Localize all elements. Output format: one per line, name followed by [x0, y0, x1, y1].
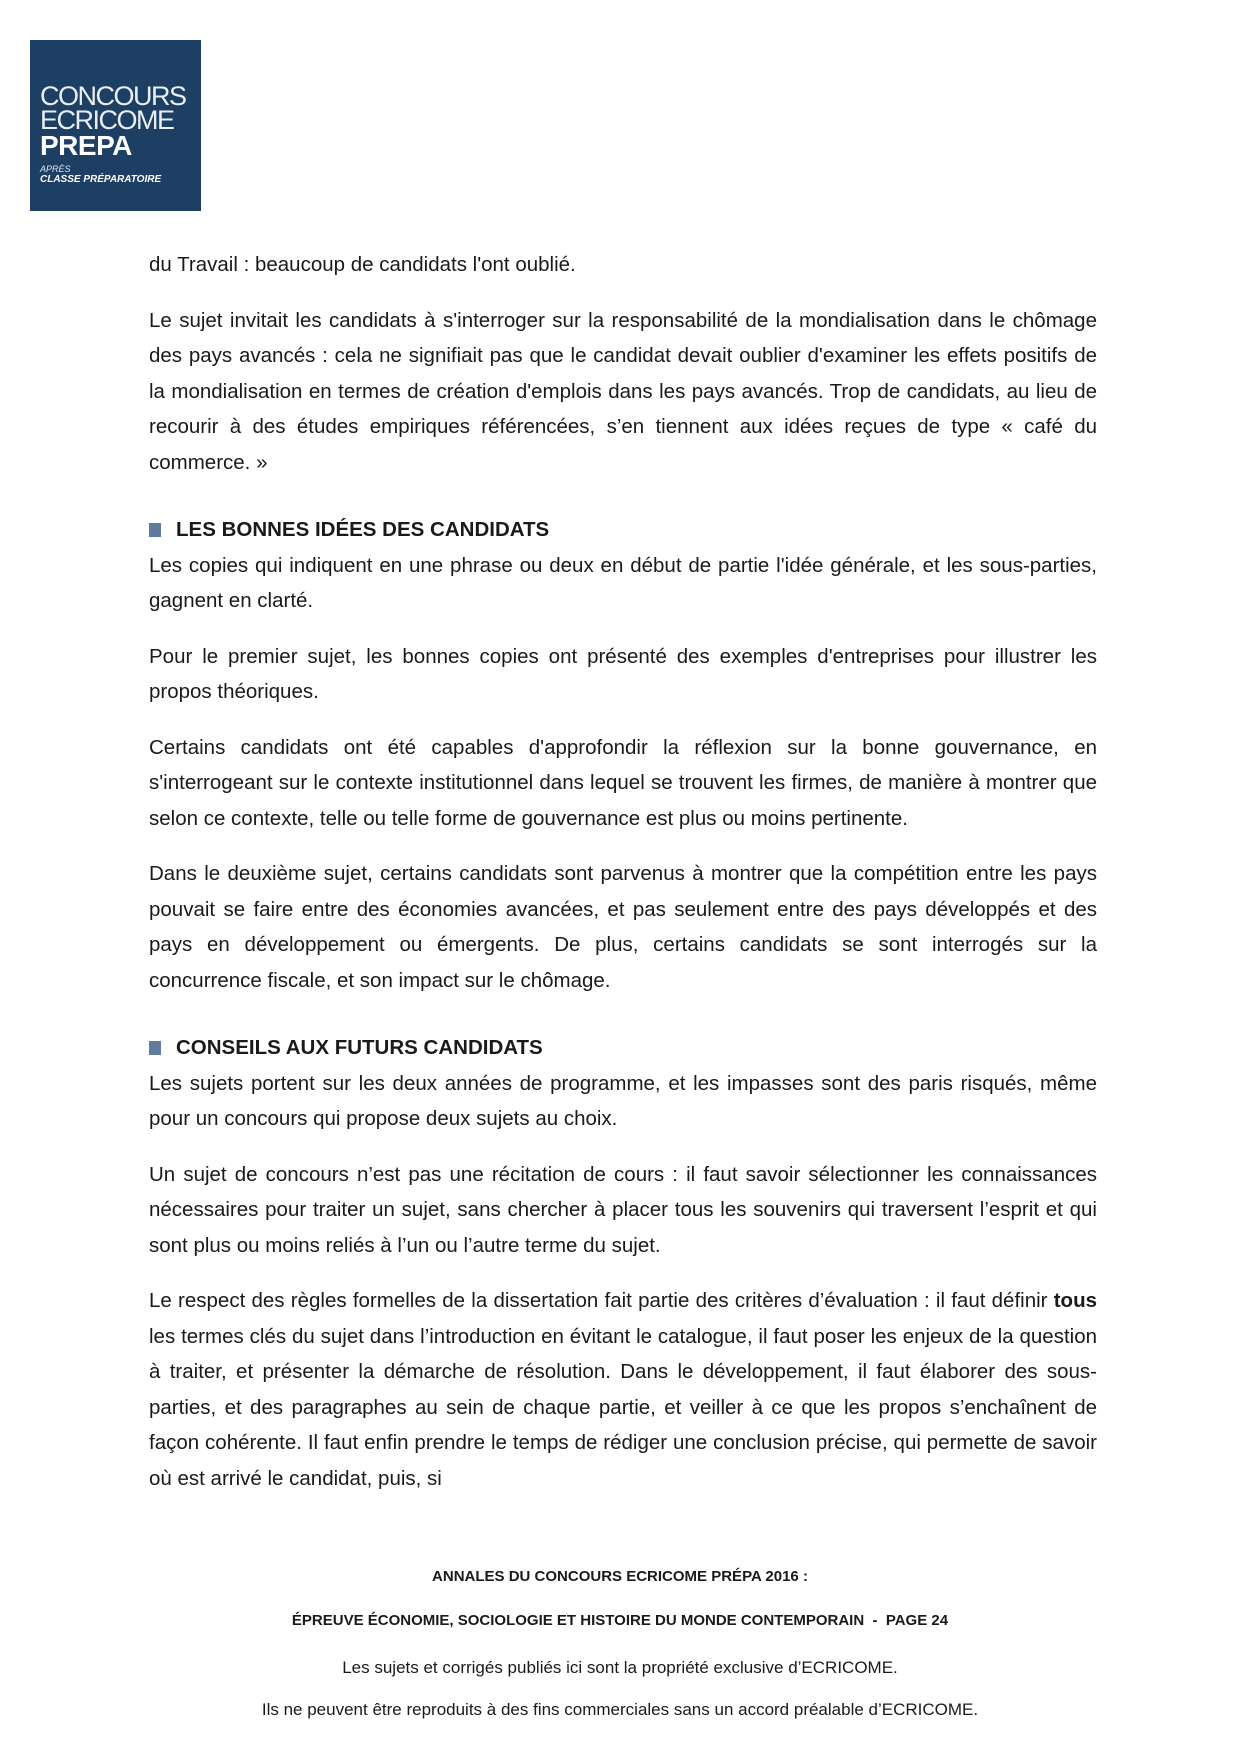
logo-line-apres: APRÈS: [40, 164, 71, 174]
paragraph-gouvernance: Certains candidats ont été capables d'approfondir la réflexion sur la bonne gouvernance, en s'interrogeant sur le contexte institutionnel dans lequel se trouvent les firmes, de manière à montrer que selon ce contexte, telle ou telle forme de gouvernance est plus ou moins pertinente.: [149, 735, 1097, 830]
logo-line-prepa: PREPA: [40, 130, 132, 161]
footer-reproduction: Ils ne peuvent être reproduits à des fins commerciales sans un accord préalable d’ECRICOME.: [261, 1700, 979, 1719]
footer-propriete: Les sujets et corrigés publiés ici sont la propriété exclusive d’ECRICOME.: [342, 1658, 898, 1677]
paragraph-continuation: du Travail : beaucoup de candidats l'ont oublié.: [149, 253, 576, 276]
square-bullet-icon: [149, 1041, 161, 1055]
square-bullet-icon: [149, 523, 161, 537]
section-heading-text: LES BONNES IDÉES DES CANDIDATS: [176, 518, 550, 541]
text-segment: Le respect des règles formelles de la dissertation fait partie des critères d’évaluation : il faut définir: [149, 1289, 1054, 1312]
paragraph-mondialisation: Le sujet invitait les candidats à s'interroger sur la responsabilité de la mondialisation dans le chômage des pays avancés : cela ne signifiait pas que le candidat devait oublier d'examiner les effets positifs de la mondialisation en termes de création d'emplois dans les pays avancés. Trop de candidats, au lieu de recourir à des études empiriques référencées, s’en tiennent aux idées reçues de type « café du commerce. »: [149, 308, 1097, 474]
paragraph-recitation: Un sujet de concours n’est pas une récitation de cours : il faut savoir sélectionner les connaissances nécessaires pour traiter un sujet, sans chercher à placer tous les souvenirs qui traversent l’esprit et qui sont plus ou moins reliés à l’un ou l’autre terme du sujet.: [149, 1162, 1097, 1257]
section-heading-bonnes-idees: [149, 512, 1097, 548]
document-body: [149, 247, 1097, 1516]
logo-line-classe-preparatoire: CLASSE PRÉPARATOIRE: [40, 174, 162, 185]
text-segment: les termes clés du sujet dans l’introduction en évitant le catalogue, il faut poser les enjeux de la question à traiter, et présenter la démarche de résolution. Dans le développement, il faut élaborer des sous-parties, et des paragraphes au sein de chaque partie, et veiller à ce que les propos s’enchaînent de façon cohérente. Il faut enfin prendre le temps de rédiger une conclusion précise, qui permette de savoir où est arrivé le candidat, puis, si: [149, 1324, 1097, 1490]
paragraph-deuxieme-sujet: Dans le deuxième sujet, certains candidats sont parvenus à montrer que la compétition entre les pays pouvait se faire entre des économies avancées, et pas seulement entre des pays développés et des pays en développement ou émergents. De plus, certains candidats se sont interrogés sur la concurrence fiscale, et son impact sur le chômage.: [149, 862, 1097, 992]
logo-line-ecricome: ECRICOME: [40, 105, 174, 135]
section-heading-text: CONSEILS AUX FUTURS CANDIDATS: [176, 1036, 543, 1059]
paragraph-regles-formelles: [149, 1283, 1097, 1496]
paragraph-programme: Les sujets portent sur les deux années de programme, et les impasses sont des paris risqués, même pour un concours qui propose deux sujets au choix.: [149, 1071, 1097, 1130]
logo-line-concours: CONCOURS: [40, 81, 186, 111]
paragraph-clarte: Les copies qui indiquent en une phrase ou deux en début de partie l'idée générale, et les sous-parties, gagnent en clarté.: [149, 553, 1097, 612]
ecricome-logo: [30, 40, 201, 211]
section-heading-conseils: [149, 1030, 1097, 1066]
emphasis-tous: tous: [1053, 1289, 1097, 1312]
footer-epreuve-page: ÉPREUVE ÉCONOMIE, SOCIOLOGIE ET HISTOIRE DU MONDE CONTEMPORAIN - PAGE 24: [291, 1612, 949, 1629]
paragraph-exemples-entreprises: Pour le premier sujet, les bonnes copies ont présenté des exemples d'entreprises pour illustrer les propos théoriques.: [149, 644, 1097, 703]
footer-annales-title: ANNALES DU CONCOURS ECRICOME PRÉPA 2016 :: [432, 1568, 808, 1585]
